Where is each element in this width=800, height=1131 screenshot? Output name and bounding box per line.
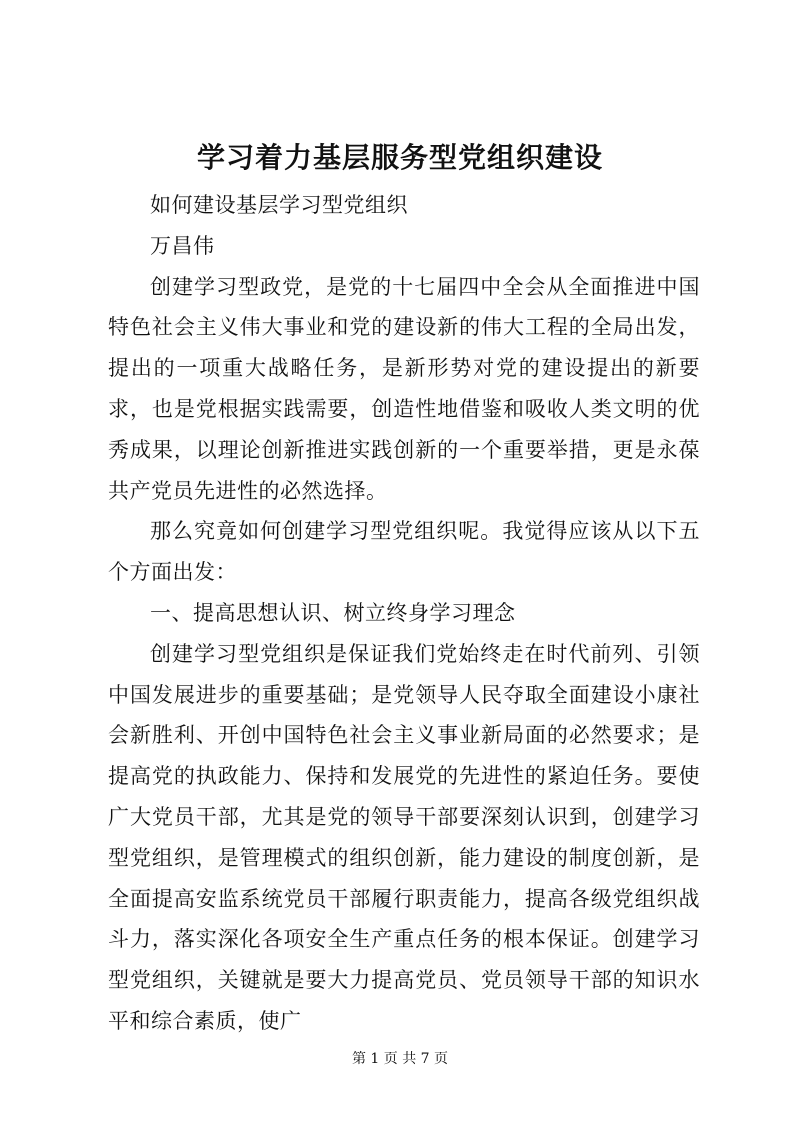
body-paragraph: 那么究竟如何创建学习型党组织呢。我觉得应该从以下五个方面出发： (108, 519, 700, 585)
page-footer: 第 1 页 共 7 页 (351, 1051, 449, 1067)
author-paragraph: 万昌伟 (150, 233, 215, 258)
body-paragraph: 创建学习型政党，是党的十七届四中全会从全面推进中国特色社会主义伟大事业和党的建设新的伟大工程的全局出发，提出的一项重大战略任务，是新形势对党的建设提出的新要求，也是党根据实践需要，创造性地借鉴和吸收人类文明的优秀成果，以理论创新推进实践创新的一个重要举措，更是永葆共产党员先进性的必然选择。 (108, 274, 700, 503)
subtitle-paragraph: 如何建设基层学习型党组织 (150, 193, 408, 217)
document-body (108, 185, 700, 1042)
document-title: 学习着力基层服务型党组织建设 (196, 141, 603, 174)
body-paragraph: 创建学习型党组织是保证我们党始终走在时代前列、引领中国发展进步的重要基础；是党领导人民夺取全面建设小康社会新胜利、开创中国特色社会主义事业新局面的必然要求；是提高党的执政能力、保持和发展党的先进性的紧迫任务。要使广大党员干部，尤其是党的领导干部要深刻认识到，创建学习型党组织，是管理模式的组织创新，能力建设的制度创新，是全面提高安监系统党员干部履行职责能力，提高各级党组织战斗力，落实深化各项安全生产重点任务的根本保证。创建学习型党组织，关键就是要大力提高党员、党员领导干部的知识水平和综合素质，使广 (108, 641, 700, 1033)
section-heading: 一、提高思想认识、树立终身学习理念 (150, 600, 516, 625)
